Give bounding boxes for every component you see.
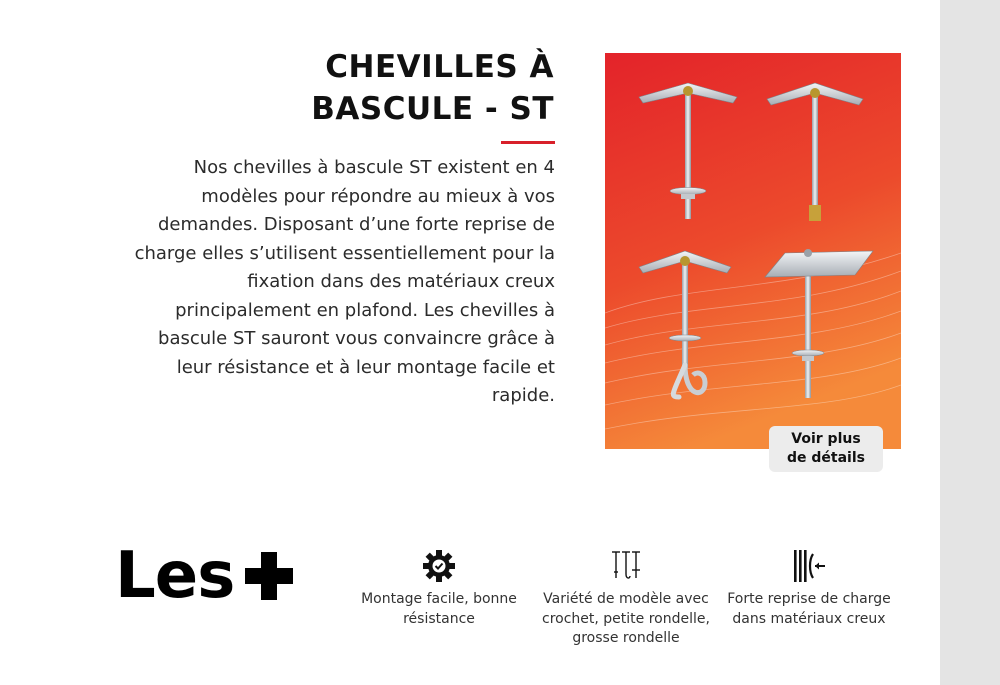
title-line-1: CHEVILLES À (325, 49, 554, 85)
side-strip (940, 0, 1000, 685)
advantage-item (354, 548, 524, 629)
title-line-2-prefix: BASCULE - (311, 91, 510, 127)
gear-check-icon (421, 548, 457, 584)
see-details-line-1: Voir plus (791, 431, 861, 447)
advantages-heading: Les (115, 539, 235, 613)
product-description: Nos chevilles à bascule ST existent en 4 modèles pour répondre au mieux à vos demandes. Disposant d’une forte reprise de charge elles s’utilisent essentiellement pour la fixation dans des matériaux creux principalement en plafond. Les chevilles à bascule ST sauront vous convaincre grâce à leur résistance et à leur montage facile et rapide. (134, 157, 555, 406)
title-accent: ST (509, 91, 554, 127)
advantage-item (724, 548, 894, 629)
plus-icon (245, 550, 293, 602)
title-underline (501, 141, 555, 144)
page-title (311, 46, 554, 130)
see-details-button[interactable] (769, 426, 883, 472)
see-details-line-2: de détails (787, 450, 865, 466)
hollow-wall-load-icon (791, 548, 827, 584)
toggle-bolt-product-photo (605, 53, 901, 449)
advantage-text: Montage facile, bonne résistance (361, 591, 517, 627)
advantage-item (541, 548, 711, 649)
advantage-text: Variété de modèle avec crochet, petite rondelle, grosse rondelle (542, 591, 710, 646)
anchor-variants-icon (608, 548, 644, 584)
title-line-2 (311, 88, 554, 130)
advantage-text: Forte reprise de charge dans matériaux creux (727, 591, 891, 627)
product-image (605, 53, 901, 449)
